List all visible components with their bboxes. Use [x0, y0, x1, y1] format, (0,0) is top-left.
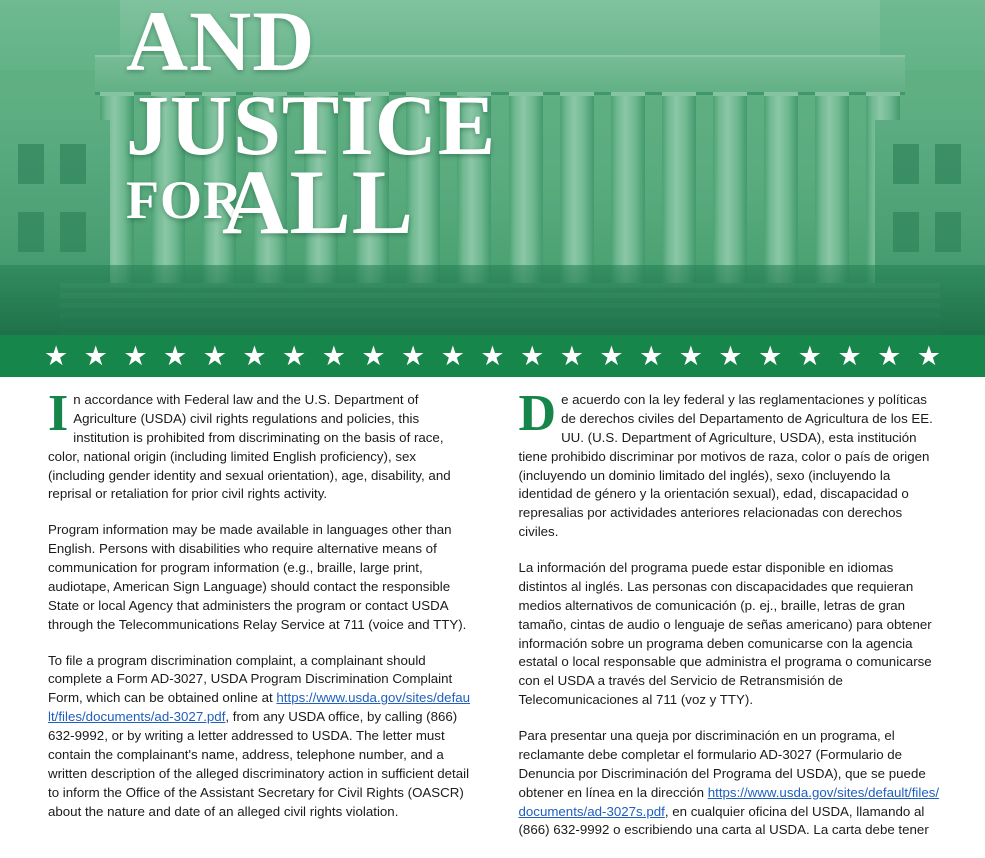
star-icon: ★	[718, 340, 743, 371]
poster-body	[0, 377, 985, 857]
english-paragraph-1	[48, 385, 473, 504]
star-icon: ★	[361, 340, 386, 371]
star-icon: ★	[559, 340, 584, 371]
spanish-paragraph-3-after-link: , en cualquier oficina del USDA, llamando al (866) 632-9992 o escribiendo una carta al USDA. La carta debe tener	[518, 803, 929, 838]
courthouse-photo	[0, 0, 985, 335]
star-icon: ★	[242, 340, 267, 371]
headline-justice: JUSTICE	[126, 77, 497, 173]
star-icon: ★	[837, 340, 862, 371]
star-icon: ★	[123, 340, 148, 371]
english-ad3027-link[interactable]: https://www.usda.gov/sites/default/files/documents/ad-3027.pdf	[48, 690, 471, 725]
star-icon: ★	[599, 340, 624, 371]
spanish-column	[518, 385, 944, 857]
star-icon: ★	[163, 340, 188, 371]
english-paragraph-1-text: n accordance with Federal law and the U.S. Department of Agriculture (USDA) civil rights regulations and policies, this institution is prohibited from discriminating on the basis of race, color, national origin (including limited English proficiency), sex (including gender identity and sexual orientation), age, disability, and reprisal or retaliation for prior civil rights activity.	[48, 392, 451, 502]
spanish-paragraph-3	[519, 727, 944, 840]
english-paragraph-2: Program information may be made available in languages other than English. Persons with disabilities who require alternative means of communication for program information (e.g., braille, large print, audiotape, American Sign Language) should contact the responsible State or local Agency that administers the program or contact USDA through the Telecommunications Relay Service at 711 (voice and TTY).	[48, 522, 467, 632]
english-paragraph-3-after-link: , from any USDA office, by calling (866) 632-9992, or by writing a letter addressed to USDA. The letter must contain the complainant's name, address, telephone number, and a written description of the alleged discriminatory action in sufficient detail to inform the Office of the Assistant Secretary for Civil Rights (OASCR) about the nature and date of an alleged civil rights violation.	[48, 709, 470, 819]
star-icon: ★	[797, 340, 822, 371]
spanish-paragraph-3-before-link: Para presentar una queja por discriminación en un programa, el reclamante debe completar el formulario AD-3027 (Formulario de Denuncia por Discriminación del Programa del USDA), que se puede obtener en línea en la dirección	[518, 728, 926, 800]
headline-for: FOR	[126, 170, 243, 230]
star-icon: ★	[440, 340, 465, 371]
english-dropcap: I	[48, 385, 69, 442]
star-icon: ★	[639, 340, 664, 371]
star-icon: ★	[678, 340, 703, 371]
spanish-dropcap: D	[518, 385, 557, 442]
star-icon: ★	[877, 340, 902, 371]
star-icon: ★	[480, 340, 505, 371]
star-icon: ★	[321, 340, 346, 371]
star-icon: ★	[202, 340, 227, 371]
spanish-ad3027s-link[interactable]: https://www.usda.gov/sites/default/files/documents/ad-3027s.pdf	[518, 784, 940, 819]
english-paragraph-3	[48, 652, 473, 822]
star-icon: ★	[758, 340, 783, 371]
spanish-paragraph-1	[518, 385, 944, 542]
poster-banner	[0, 0, 985, 377]
headline-all: ALL	[222, 151, 415, 253]
english-column	[48, 385, 473, 857]
english-paragraph-3-before-link: To file a program discrimination complaint, a complainant should complete a Form AD-3027, USDA Program Discrimination Complaint Form, which can be obtained online at	[48, 652, 453, 706]
star-icon: ★	[83, 340, 108, 371]
star-icon: ★	[44, 340, 69, 371]
star-icon: ★	[520, 340, 545, 371]
photo-green-tint	[0, 0, 985, 335]
star-icon: ★	[282, 340, 307, 371]
headline-and: AND	[126, 0, 316, 89]
star-icon: ★	[916, 340, 941, 371]
star-band	[0, 335, 985, 377]
spanish-paragraph-1-text: e acuerdo con la ley federal y las reglamentaciones y políticas de derechos civiles del Departamento de Agricultura de los EE. UU. (U.S. Department of Agriculture, USDA), esta institución tiene prohibido discriminar por motivos de raza, color o país de origen (incluyendo un dominio limitado del inglés), sexo (incluyendo la identidad de género y la orientación sexual), edad, discapacidad o represalias por actividades anteriores relacionadas con derechos civiles.	[518, 392, 933, 540]
spanish-paragraph-2: La información del programa puede estar disponible en idiomas distintos al inglés. Las personas con discapacidades que requieran medios alternativos de comunicación (p. ej., braille, letras de gran tamaño, cintas de audio o lenguaje de señas americano) para obtener información sobre un programa deben comunicarse con la agencia estatal o local responsable que administra el programa o comunicarse con el USDA a través del Servicio de Retransmisión de Telecomunicaciones al 711 (voz y TTY).	[518, 560, 932, 708]
star-icon: ★	[401, 340, 426, 371]
